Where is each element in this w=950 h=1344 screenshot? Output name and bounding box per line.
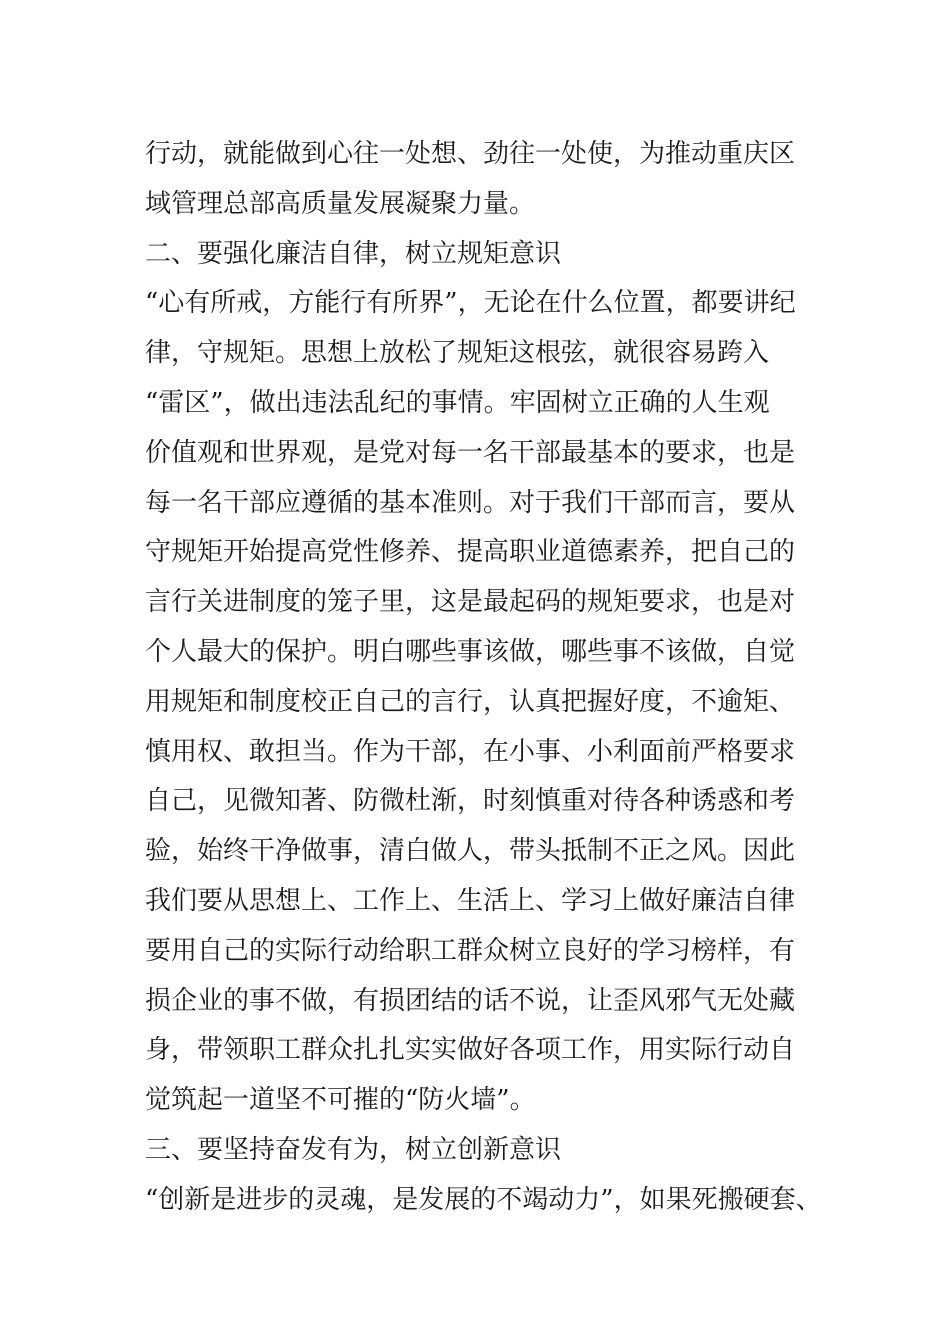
text-line: 用规矩和制度校正自己的言行，认真把握好度，不逾矩、: [145, 686, 796, 717]
text-line: 域管理总部高质量发展凝聚力量。: [145, 188, 536, 219]
text-line: 慎用权、敢担当。作为干部，在小事、小利面前严格要求: [145, 736, 796, 767]
text-line: “心有所戒，方能行有所界”，无论在什么位置，都要讲纪: [145, 288, 796, 319]
text-line: 价值观和世界观，是党对每一名干部最基本的要求，也是: [145, 437, 796, 468]
text-line: 验，始终干净做事，清白做人，带头抵制不正之风。因此: [145, 836, 796, 867]
text-line: 律，守规矩。思想上放松了规矩这根弦，就很容易跨入: [145, 338, 770, 369]
text-line: 行动，就能做到心往一处想、劲往一处使，为推动重庆区: [145, 139, 796, 169]
section-heading-2: 二、要强化廉洁自律，树立规矩意识: [145, 238, 562, 269]
text-line: “创新是进步的灵魂，是发展的不竭动力”，如果死搬硬套、: [145, 1184, 822, 1215]
section-heading-3: 三、要坚持奋发有为，树立创新意识: [145, 1134, 562, 1165]
text-line: 守规矩开始提高党性修养、提高职业道德素养，把自己的: [145, 537, 796, 568]
text-line: 觉筑起一道坚不可摧的“防火墙”。: [145, 1085, 536, 1116]
text-line: 损企业的事不做，有损团结的话不说，让歪风邪气无处藏: [145, 985, 796, 1016]
text-line: 每一名干部应遵循的基本准则。对于我们干部而言，要从: [145, 487, 796, 518]
text-line: 身，带领职工群众扎扎实实做好各项工作，用实际行动自: [145, 1035, 796, 1066]
text-line: 我们要从思想上、工作上、生活上、学习上做好廉洁自律: [145, 885, 796, 916]
text-line: 言行关进制度的笼子里，这是最起码的规矩要求，也是对: [145, 587, 796, 618]
text-line: 要用自己的实际行动给职工群众树立良好的学习榜样，有: [145, 935, 796, 966]
document-body: [145, 130, 835, 1226]
text-line: 个人最大的保护。明白哪些事该做，哪些事不该做，自觉: [145, 636, 796, 667]
text-line: “雷区”，做出违法乱纪的事情。牢固树立正确的人生观: [145, 387, 770, 418]
text-line: 自己，见微知著、防微杜渐，时刻慎重对待各种诱惑和考: [145, 786, 796, 817]
